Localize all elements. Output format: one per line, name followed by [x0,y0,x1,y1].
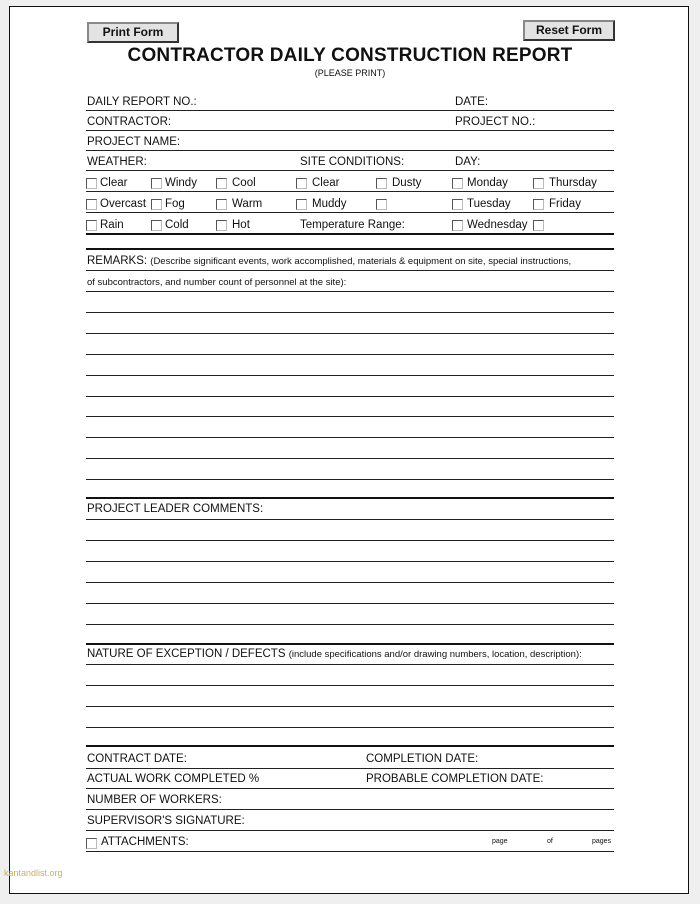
temperature-range-label: Temperature Range: [300,219,405,231]
probable-completion-date-label: PROBABLE COMPLETION DATE: [366,773,544,785]
exception-heading [87,648,582,660]
remarks-line-9[interactable] [86,437,614,438]
site-other-checkbox[interactable] [376,199,387,210]
exception-line-1[interactable] [86,664,614,665]
form-subtitle: (PLEASE PRINT) [314,68,386,78]
exception-line-2[interactable] [86,685,614,686]
site-muddy-checkbox[interactable] [296,199,307,210]
remarks-line-1[interactable] [86,270,614,271]
actual-work-completed-label: ACTUAL WORK COMPLETED % [87,773,260,785]
weather-warm-checkbox[interactable] [216,199,227,210]
remarks-instruction-2: of subcontractors, and number count of personnel at the site): [87,277,347,288]
remarks-instruction-1: (Describe significant events, work accomplished, materials & equipment on site, special instructions, [150,256,572,267]
day-wednesday-label: Wednesday [467,219,528,231]
remarks-line1 [87,255,571,267]
project-name-label: PROJECT NAME: [87,136,181,148]
project-leader-comments-label: PROJECT LEADER COMMENTS: [87,503,264,515]
day-thursday-checkbox[interactable] [533,178,544,189]
exception-line-4[interactable] [86,727,614,728]
weather-rain-checkbox[interactable] [86,220,97,231]
project-no-label: PROJECT NO.: [455,116,536,128]
remarks-line-11[interactable] [86,479,614,480]
remarks-line-10[interactable] [86,458,614,459]
day-tuesday-checkbox[interactable] [452,199,463,210]
remarks-label: REMARKS: [87,255,148,267]
remarks-line-2[interactable] [86,291,614,292]
daily-report-no-label: DAILY REPORT NO.: [87,96,197,108]
print-form-button[interactable]: Print Form [87,22,179,43]
weather-row-line [86,170,614,171]
remarks-line-3[interactable] [86,312,614,313]
pages-label: pages [592,838,612,845]
comments-line-3[interactable] [86,561,614,562]
date-label: DATE: [455,96,489,108]
project-name-row-line[interactable] [86,150,614,151]
weather-hot-checkbox[interactable] [216,220,227,231]
comments-line-2[interactable] [86,540,614,541]
exception-bottom-divider [86,745,614,747]
weather-cool-checkbox[interactable] [216,178,227,189]
weather-fog-checkbox[interactable] [151,199,162,210]
weather-section-divider [86,233,614,235]
weather-hot-label: Hot [232,219,250,231]
day-monday-label: Monday [467,177,508,189]
actual-work-line[interactable] [86,788,614,789]
day-monday-checkbox[interactable] [452,178,463,189]
site-muddy-label: Muddy [312,198,347,210]
weather-cold-label: Cold [165,219,189,231]
remarks-line-5[interactable] [86,354,614,355]
contractor-label: CONTRACTOR: [87,116,172,128]
site-clear-checkbox[interactable] [296,178,307,189]
day-tuesday-label: Tuesday [467,198,511,210]
weather-warm-label: Warm [232,198,263,210]
attachments-line [86,851,614,852]
exception-line-3[interactable] [86,706,614,707]
remarks-top-divider [86,248,614,250]
contract-date-line[interactable] [86,768,614,769]
weather-windy-label: Windy [165,177,197,189]
page-label: page [492,838,508,845]
weather-label: WEATHER: [87,156,147,168]
day-friday-checkbox[interactable] [533,199,544,210]
attachments-label: ATTACHMENTS: [101,836,189,848]
completion-date-label: COMPLETION DATE: [366,753,479,765]
reset-form-button[interactable]: Reset Form [523,20,615,41]
watermark: kantandlist.org [4,868,63,878]
remarks-line-7[interactable] [86,396,614,397]
weather-clear-label: Clear [100,177,128,189]
supervisor-signature-line[interactable] [86,830,614,831]
weather-windy-checkbox[interactable] [151,178,162,189]
contractor-row-line[interactable] [86,130,614,131]
weather-rain-label: Rain [100,219,124,231]
remarks-line-8[interactable] [86,416,614,417]
day-thursday-label: Thursday [549,177,597,189]
weather-cold-checkbox[interactable] [151,220,162,231]
number-of-workers-line[interactable] [86,809,614,810]
weather-cool-label: Cool [232,177,256,189]
supervisor-signature-label: SUPERVISOR'S SIGNATURE: [87,815,245,827]
comments-line-5[interactable] [86,603,614,604]
comments-line-6[interactable] [86,624,614,625]
site-clear-label: Clear [312,177,340,189]
comments-line-1[interactable] [86,519,614,520]
attachments-checkbox[interactable] [86,838,97,849]
comments-bottom-divider [86,643,614,645]
day-other-checkbox[interactable] [533,220,544,231]
remarks-line-6[interactable] [86,375,614,376]
exception-label: NATURE OF EXCEPTION / DEFECTS [87,648,286,660]
weather-overcast-label: Overcast [100,198,147,210]
weather-clear-checkbox[interactable] [86,178,97,189]
remarks-bottom-divider [86,497,614,499]
daily-report-row-line[interactable] [86,110,614,111]
exception-note: (include specifications and/or drawing numbers, location, description): [288,649,582,660]
site-conditions-label: SITE CONDITIONS: [300,156,405,168]
weather-row2-line [86,212,614,213]
day-friday-label: Friday [549,198,581,210]
remarks-line-4[interactable] [86,333,614,334]
weather-overcast-checkbox[interactable] [86,199,97,210]
comments-line-4[interactable] [86,582,614,583]
site-dusty-label: Dusty [392,177,422,189]
day-wednesday-checkbox[interactable] [452,220,463,231]
weather-row1-line [86,191,614,192]
weather-fog-label: Fog [165,198,185,210]
of-label: of [547,838,553,845]
day-label: DAY: [455,156,481,168]
form-title: CONTRACTOR DAILY CONSTRUCTION REPORT [127,45,573,66]
number-of-workers-label: NUMBER OF WORKERS: [87,794,222,806]
contract-date-label: CONTRACT DATE: [87,753,187,765]
site-dusty-checkbox[interactable] [376,178,387,189]
